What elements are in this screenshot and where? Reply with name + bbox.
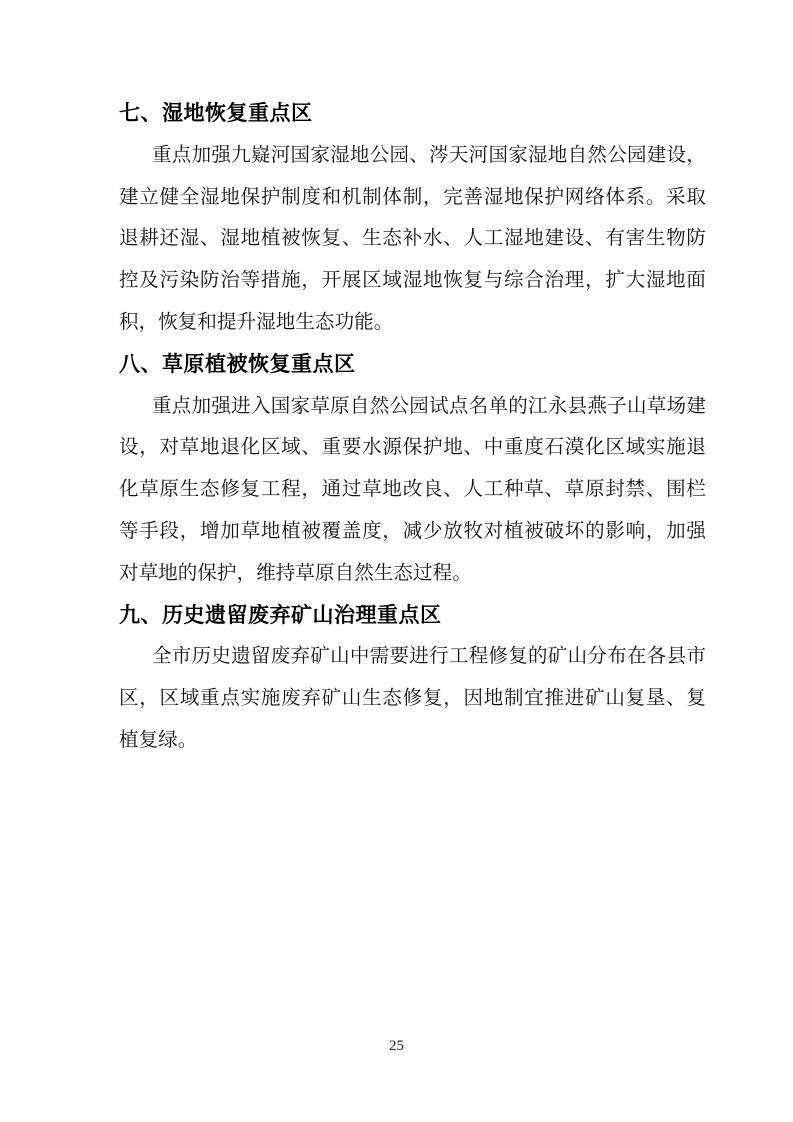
section-heading-grassland-restoration: 八、草原植被恢复重点区	[119, 352, 356, 376]
document-content	[119, 93, 706, 762]
section-heading-wetland-restoration: 七、湿地恢复重点区	[119, 102, 313, 125]
section-paragraph-abandoned-mines: 全市历史遗留废弃矿山中需要进行工程修复的矿山分布在各县市区，区域重点实施废弃矿山生态修复，因地制宜推进矿山复垦、复植复绿。	[119, 646, 706, 751]
section-paragraph-wetland-restoration: 重点加强九嶷河国家湿地公园、涔天河国家湿地自然公园建设，建立健全湿地保护制度和机制体制，完善湿地保护网络体系。采取退耕还湿、湿地植被恢复、生态补水、人工湿地建设、有害生物防控及污染防治等措施，开展区域湿地恢复与综合治理，扩大湿地面积，恢复和提升湿地生态功能。	[119, 144, 706, 333]
section-heading-abandoned-mines: 九、历史遗留废弃矿山治理重点区	[119, 603, 442, 627]
section-paragraph-grassland-restoration: 重点加强进入国家草原自然公园试点名单的江永县燕子山草场建设，对草地退化区域、重要水源保护地、中重度石漠化区域实施退化草原生态修复工程，通过草地改良、人工种草、草原封禁、围栏等手段，增加草地植被覆盖度，减少放牧对植被破坏的影响，加强对草地的保护，维持草原自然生态过程。	[119, 395, 706, 584]
page-number: 25	[389, 1038, 404, 1054]
